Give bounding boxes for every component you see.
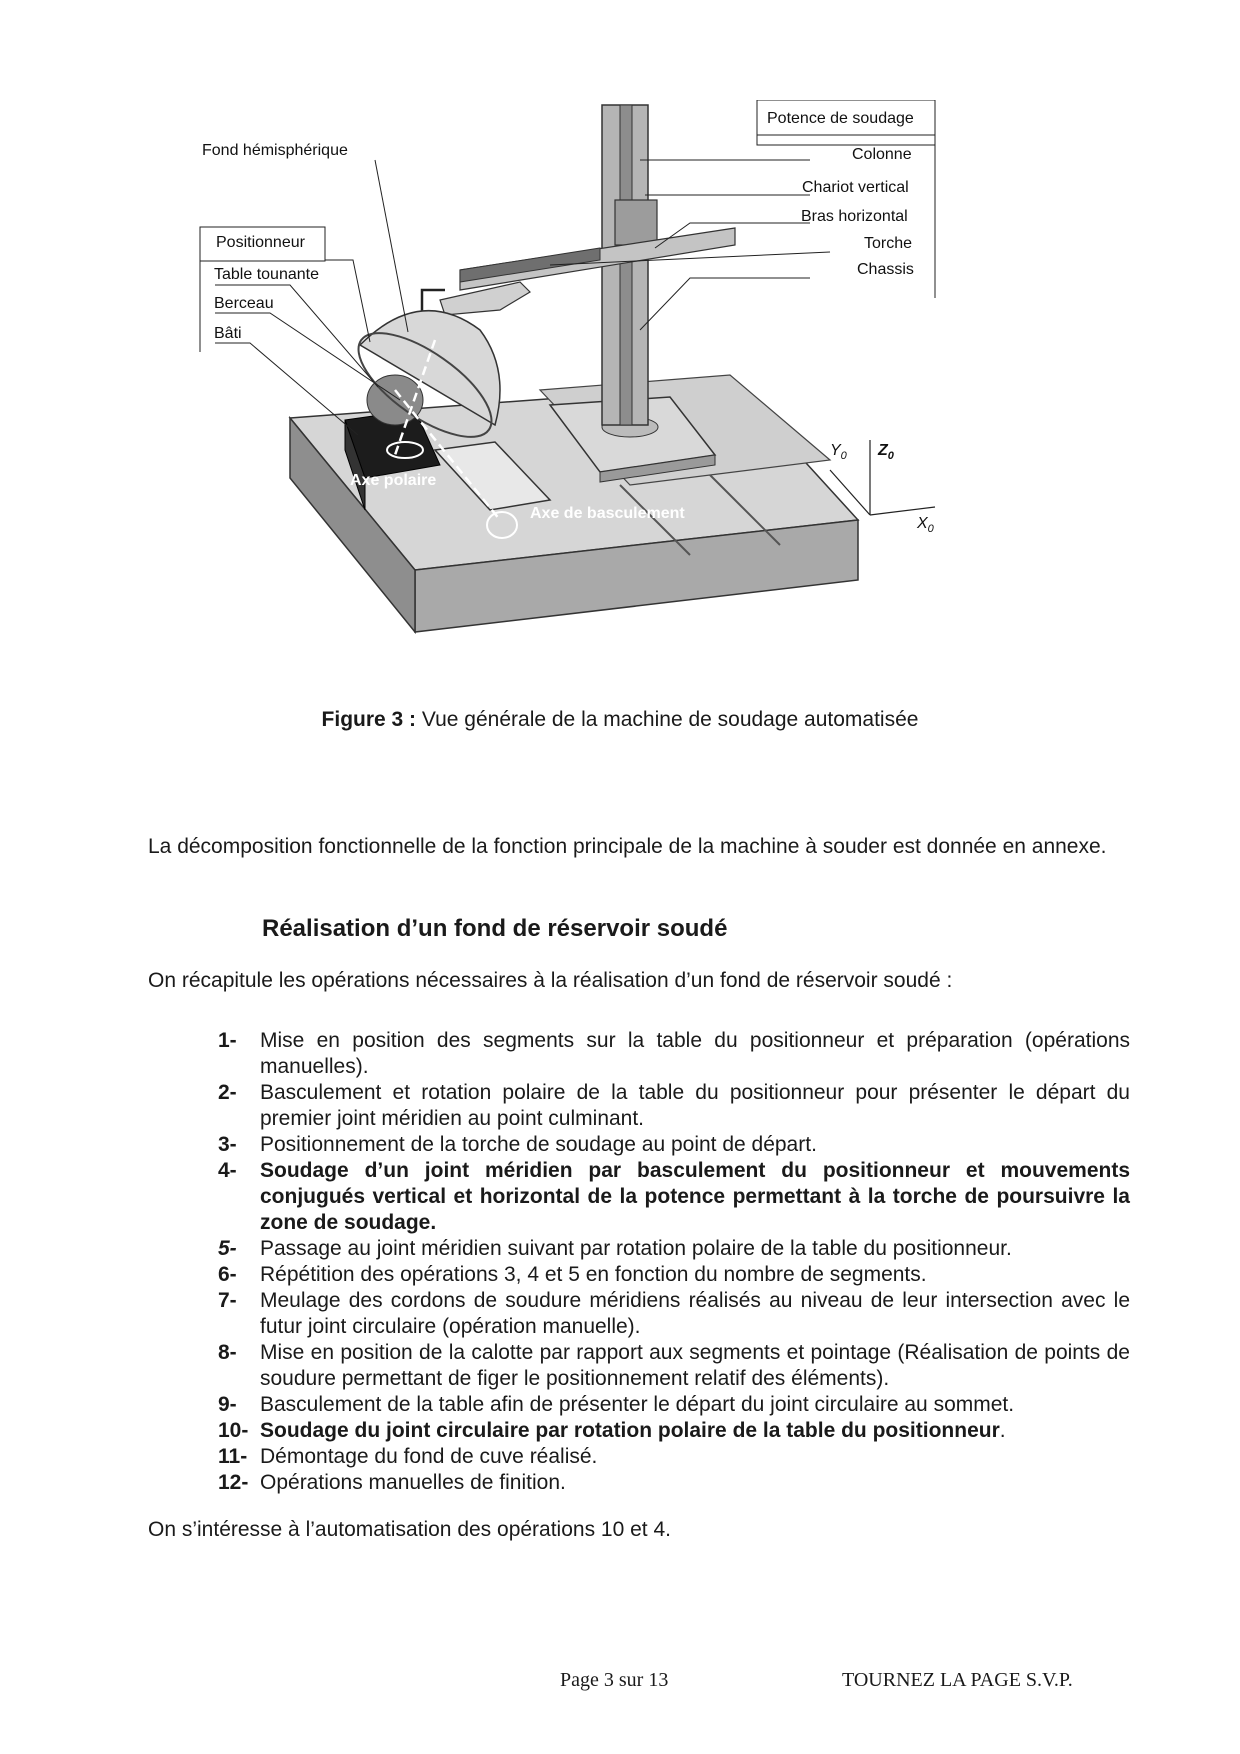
label-chassis: Chassis	[857, 261, 914, 278]
list-item: 2- Basculement et rotation polaire de la table du positionneur pour présenter le départ du premier joint méridien au point culminant.	[218, 1081, 1130, 1130]
list-item: 3- Positionnement de la torche de soudage au point de départ.	[218, 1133, 817, 1156]
list-item: 9- Basculement de la table afin de présenter le départ du joint circulaire au sommet.	[218, 1393, 1015, 1416]
turn-page-note: TOURNEZ LA PAGE S.V.P.	[842, 1669, 1073, 1691]
label-berceau: Berceau	[214, 295, 274, 312]
label-table-tournante: Table tounante	[214, 266, 319, 283]
welding-machine-drawing	[190, 100, 1080, 660]
list-item: 1- Mise en position des segments sur la table du positionneur et préparation (opérations manuelles).	[218, 1029, 1130, 1078]
machine-figure	[190, 100, 1080, 660]
label-fond-hemispherique: Fond hémisphérique	[202, 142, 348, 159]
section-title: Réalisation d’un fond de réservoir soudé	[262, 915, 728, 942]
list-item: 7- Meulage des cordons de soudure méridiens réalisés au niveau de leur intersection avec le futur joint circulaire (opération manuelle).	[218, 1289, 1130, 1338]
lead-paragraph: On récapitule les opérations nécessaires à la réalisation d’un fond de réservoir soudé :	[148, 969, 953, 992]
label-chariot-vertical: Chariot vertical	[802, 179, 909, 196]
list-item: 10- Soudage du joint circulaire par rotation polaire de la table du positionneur.	[218, 1419, 1006, 1442]
caption-text: Vue générale de la machine de soudage automatisée	[416, 708, 919, 731]
list-item: 6- Répétition des opérations 3, 4 et 5 en fonction du nombre de segments.	[218, 1263, 927, 1286]
label-x0: $X_0$	[917, 515, 934, 536]
label-colonne: Colonne	[852, 146, 912, 163]
list-item: 5- Passage au joint méridien suivant par rotation polaire de la table du positionneur.	[218, 1237, 1012, 1260]
list-item: 4- Soudage d’un joint méridien par basculement du positionneur et mouvements conjugués vertical et horizontal de la potence permettant à la torche de poursuivre la zone de soudage.	[218, 1159, 1130, 1234]
label-positionneur: Positionneur	[216, 234, 305, 251]
label-torche: Torche	[864, 235, 913, 252]
page-number: Page 3 sur 13	[560, 1669, 669, 1691]
conclusion-paragraph: On s’intéresse à l’automatisation des opérations 10 et 4.	[148, 1518, 671, 1541]
list-item: 12- Opérations manuelles de finition.	[218, 1471, 566, 1494]
label-bras-horizontal: Bras horizontal	[801, 208, 908, 225]
figure-caption	[0, 708, 1240, 732]
label-axe-polaire: Axe polaire	[350, 472, 437, 489]
operations-list	[218, 1028, 1130, 1496]
list-item: 11- Démontage du fond de cuve réalisé.	[218, 1445, 598, 1468]
caption-label: Figure 3 :	[321, 708, 417, 731]
label-axe-de-basculement: Axe de basculement	[530, 505, 685, 522]
list-item: 8- Mise en position de la calotte par rapport aux segments et pointage (Réalisation de points de soudure permettant de figer le positionnement relatif des éléments).	[218, 1341, 1130, 1390]
label-y0: $Y_0$	[830, 442, 847, 463]
label-bati: Bâti	[214, 325, 242, 342]
intro-paragraph: La décomposition fonctionnelle de la fonction principale de la machine à souder est donnée en annexe.	[148, 835, 1107, 858]
label-z0: $Z_0$	[878, 442, 894, 463]
label-potence-de-soudage: Potence de soudage	[767, 110, 914, 127]
